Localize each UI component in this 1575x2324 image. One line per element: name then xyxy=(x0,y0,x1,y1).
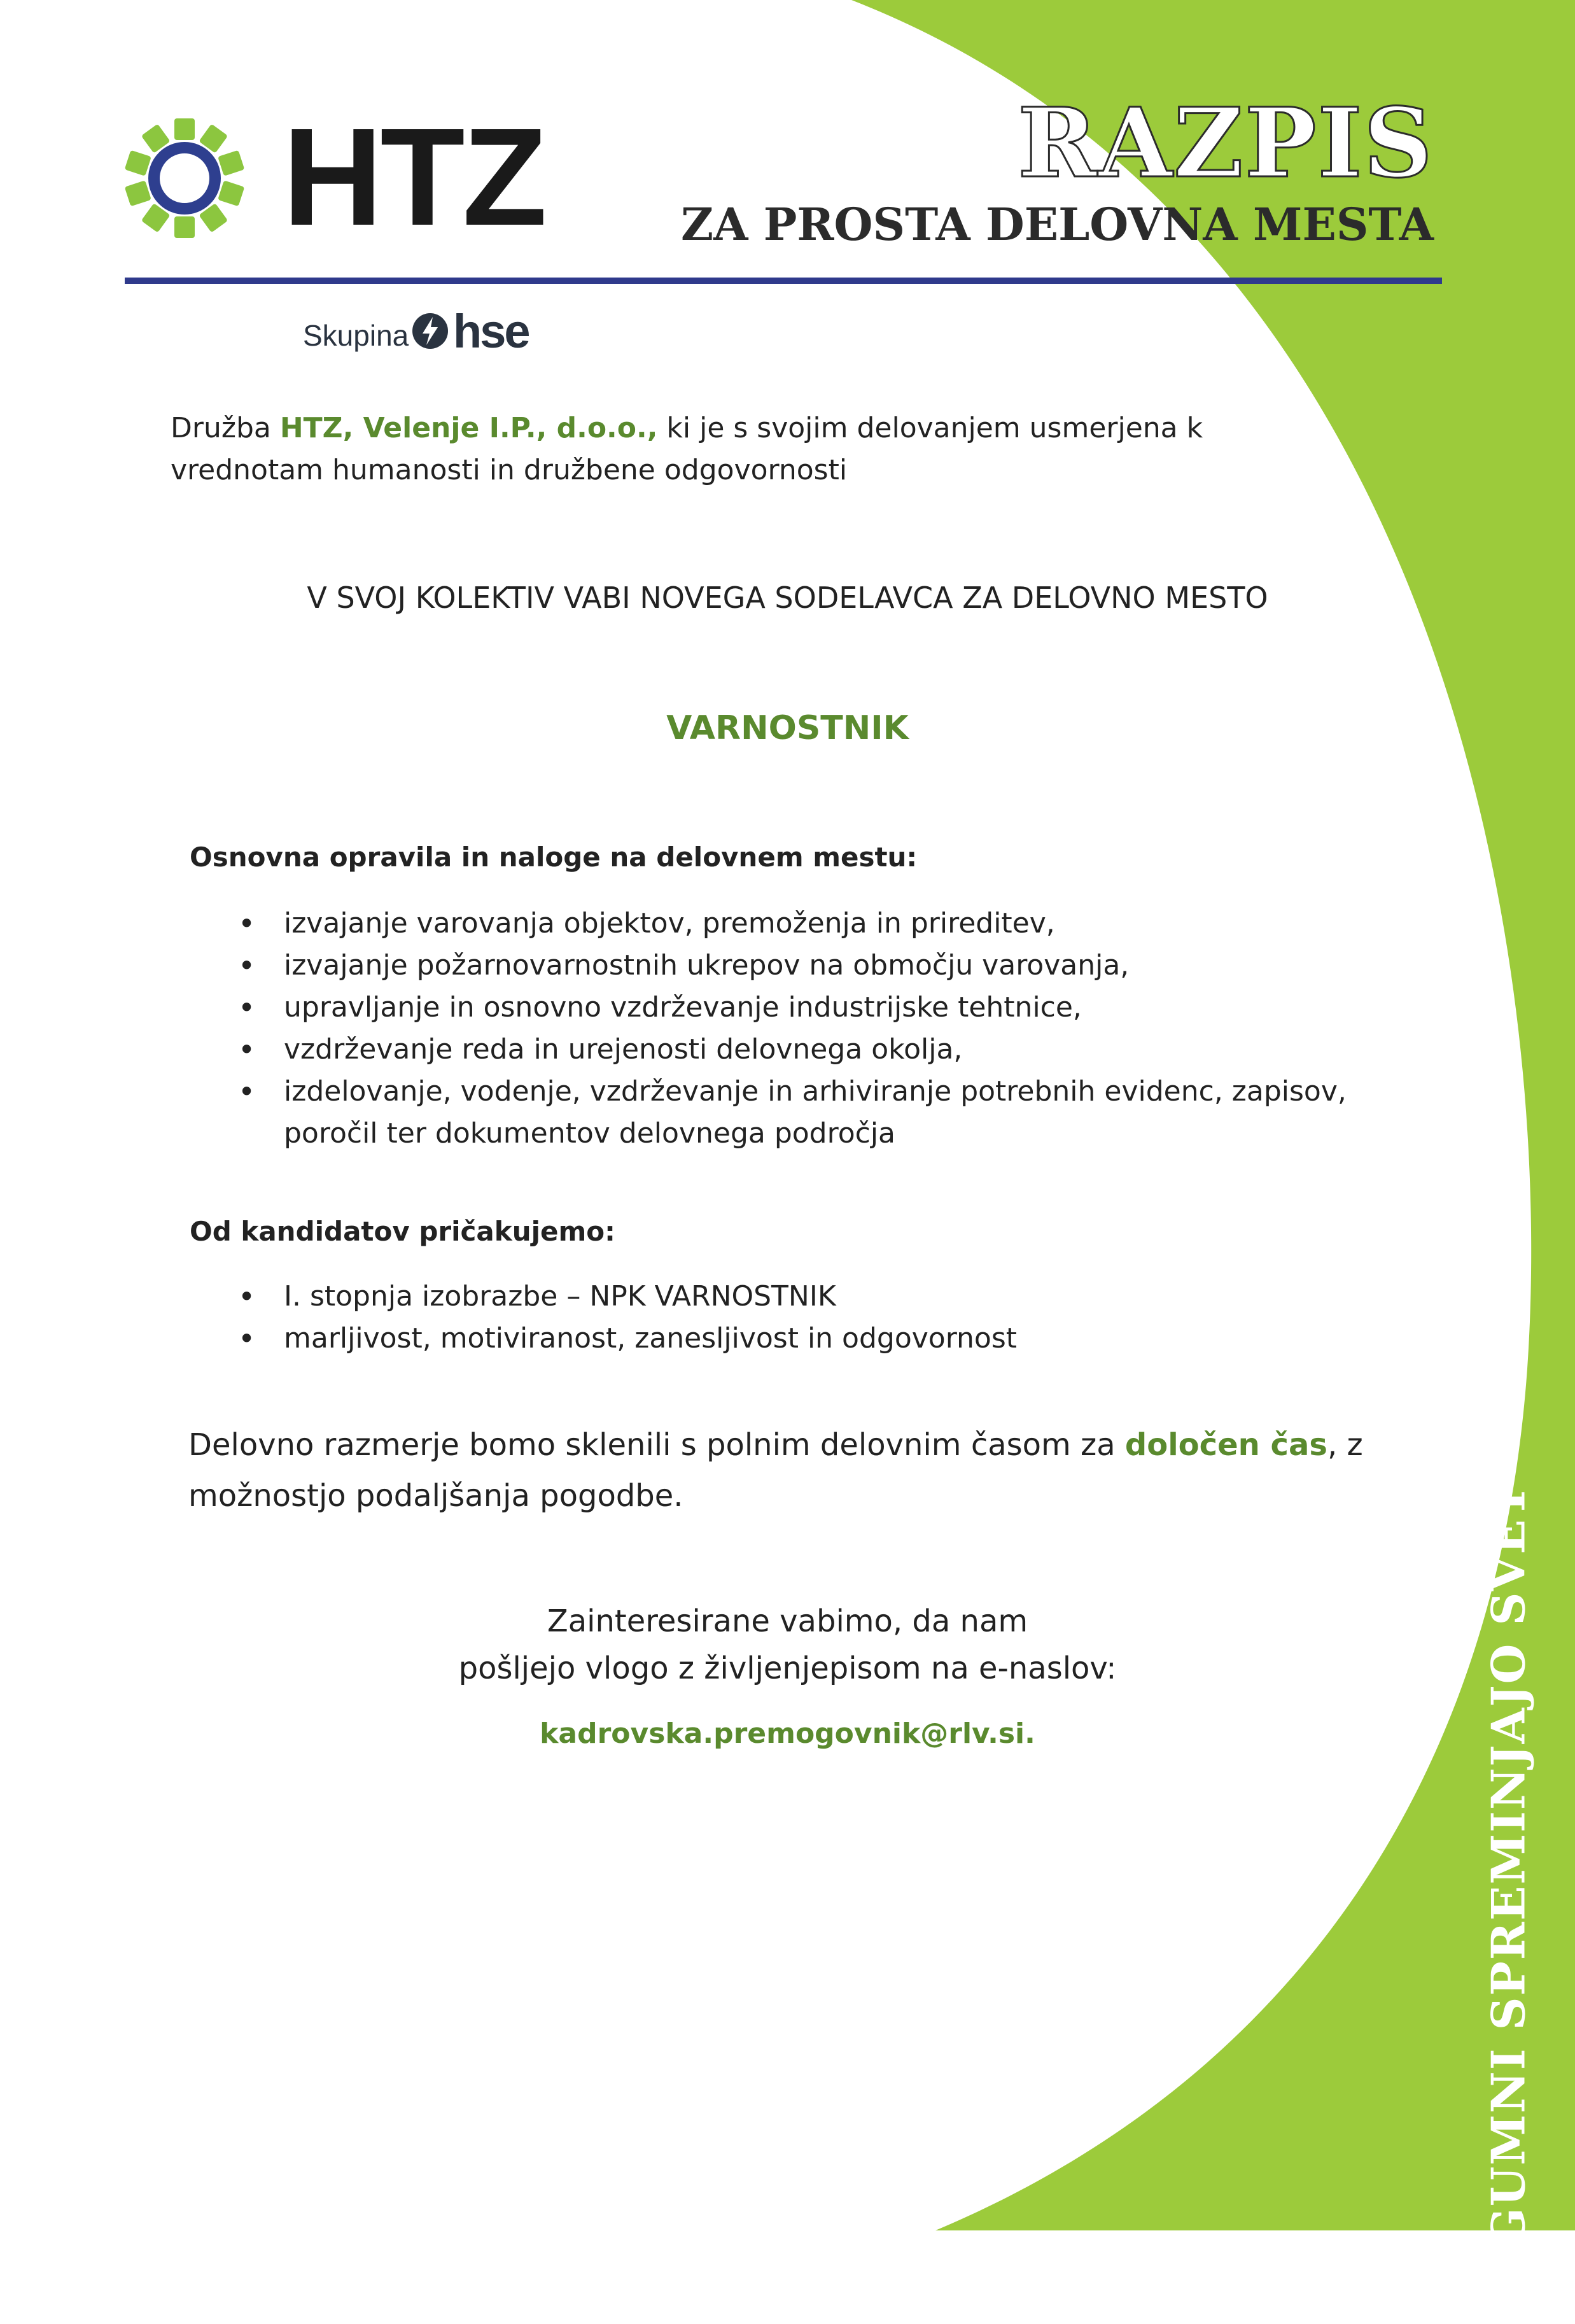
list-item: • vzdrževanje reda in urejenosti delovnega okolja, xyxy=(190,1029,1386,1071)
intro-paragraph xyxy=(171,407,1303,491)
job-title: VARNOSTNIK xyxy=(666,709,909,747)
employment-prefix: Delovno razmerje bomo sklenili s polnim delovnim časom za xyxy=(188,1427,1125,1463)
contact-line-1: Zainteresirane vabimo, da nam xyxy=(547,1603,1028,1639)
requirements-list xyxy=(190,1276,1386,1360)
list-item: • marljivost, motiviranost, zanesljivost in odgovornost xyxy=(190,1318,1386,1360)
company-name: HTZ, Velenje I.P., d.o.o., xyxy=(279,412,658,444)
hse-logo-text: hse xyxy=(453,305,529,358)
invite-line: V SVOJ KOLEKTIV VABI NOVEGA SODELAVCA ZA DELOVNO MESTO xyxy=(307,581,1268,615)
list-item: • upravljanje in osnovno vzdrževanje industrijske tehtnice, xyxy=(190,987,1386,1029)
list-item: • izvajanje požarnovarnostnih ukrepov na območju varovanja, xyxy=(190,945,1386,987)
list-item: • I. stopnja izobrazbe – NPK VARNOSTNIK xyxy=(190,1276,1386,1318)
contact-email-link[interactable]: kadrovska.premogovnik@rlv.si. xyxy=(540,1717,1035,1750)
slogan: POGUMNI SPREMINJAJO SVET xyxy=(1481,1482,1536,2324)
tasks-heading: Osnovna opravila in naloge na delovnem mestu: xyxy=(190,842,918,873)
contact-line-2: pošljejo vlogo z življenjepisom na e-naslov: xyxy=(458,1651,1117,1686)
intro-prefix: Družba xyxy=(171,412,280,444)
htz-logo-text: HTZ xyxy=(283,100,545,255)
page-subtitle: ZA PROSTA DELOVNA MESTA xyxy=(680,198,1434,251)
contact-text xyxy=(0,1598,1575,1692)
list-item: • izvajanje varovanja objektov, premoženja in prireditev, xyxy=(190,903,1386,945)
page-title: RAZPIS xyxy=(1018,87,1434,199)
employment-highlight: določen čas xyxy=(1124,1427,1327,1463)
list-item: • izdelovanje, vodenje, vzdrževanje in arhiviranje potrebnih evidenc, zapisov, poročil ter dokumentov delovnega področja xyxy=(190,1071,1386,1155)
header-divider xyxy=(125,278,1442,284)
hse-bolt-icon xyxy=(411,312,449,350)
requirements-heading: Od kandidatov pričakujemo: xyxy=(190,1216,615,1247)
htz-logo-icon xyxy=(121,115,248,242)
employment-paragraph xyxy=(188,1419,1385,1521)
intro-suffix: ki je s svojim delovanjem usmerjena k vrednotam humanosti in družbene odgovornosti xyxy=(171,412,1203,486)
group-label: Skupina xyxy=(303,319,409,352)
tasks-list xyxy=(190,903,1386,1155)
employment-suffix: , z možnostjo podaljšanja pogodbe. xyxy=(188,1427,1363,1514)
